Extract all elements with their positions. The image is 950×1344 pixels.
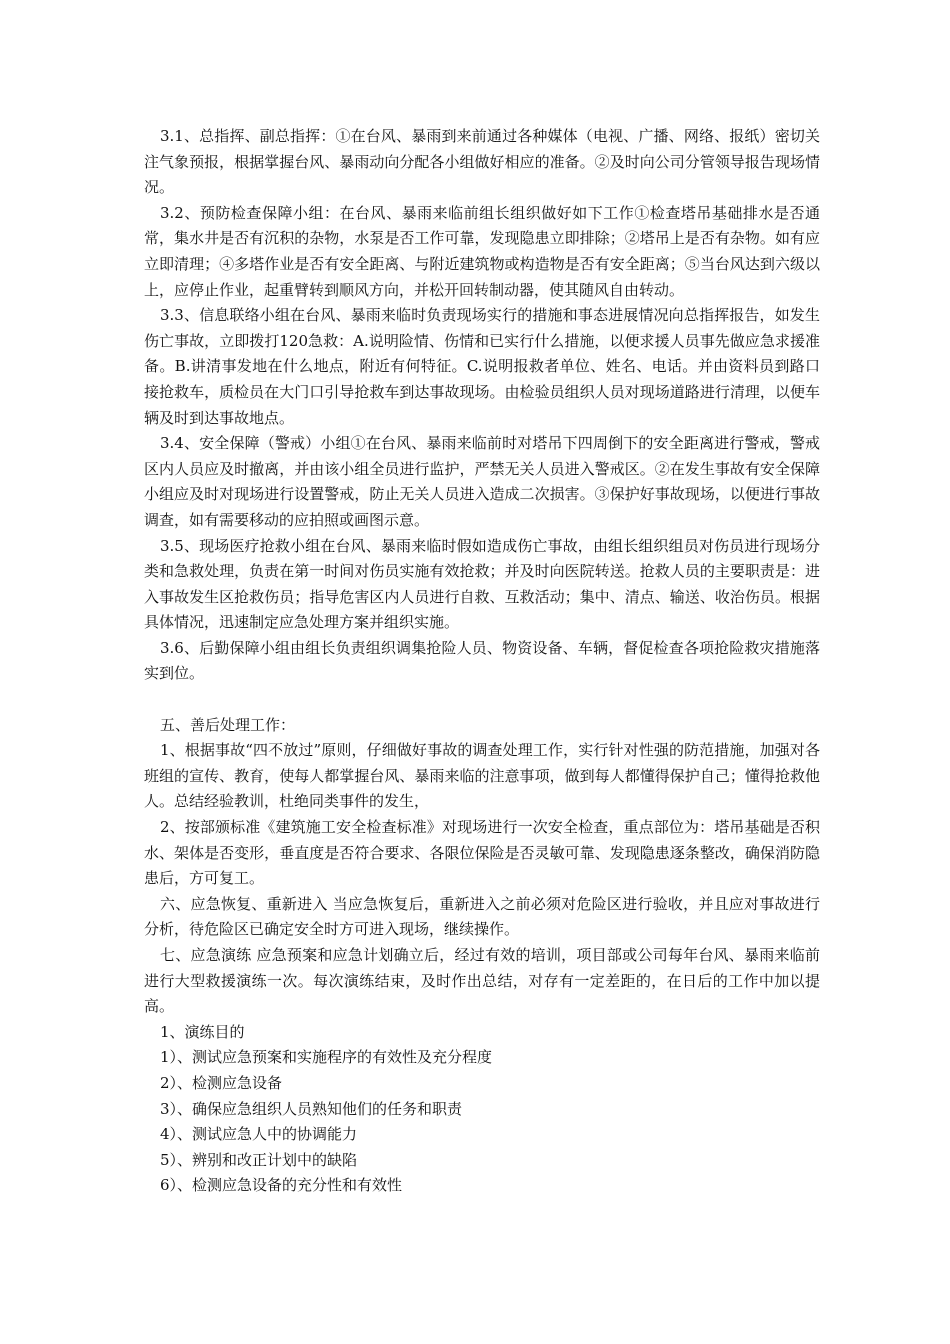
paragraph-3-1: 3.1、总指挥、副总指挥：①在台风、暴雨到来前通过各种媒体（电视、广播、网络、报纸）密切关注气象预报，根据掌握台风、暴雨动向分配各小组做好相应的准备。②及时向公司分管领导报告现场情况。 [144,127,820,197]
list-heading-drill-purpose: 1、演练目的 [160,1022,245,1041]
paragraph-5-2: 2、按部颁标准《建筑施工安全检查标准》对现场进行一次安全检查，重点部位为：塔吊基础是否积水、架体是否变形，垂直度是否符合要求、各限位保险是否灵敏可靠、发现隐患逐条整改，确保消防隐患后，方可复工。 [144,818,820,888]
paragraph-3-4: 3.4、安全保障（警戒）小组①在台风、暴雨来临前时对塔吊下四周倒下的安全距离进行警戒，警戒区内人员应及时撤离，并由该小组全员进行监护，严禁无关人员进入警戒区。②在发生事故有安全保障小组应及时对现场进行设置警戒，防止无关人员进入造成二次损害。③保护好事故现场，以便进行事故调查，如有需要移动的应拍照或画图示意。 [144,434,820,529]
list-item-2: 2）、检测应急设备 [160,1073,283,1092]
section-7: 七、应急演练 应急预案和应急计划确立后，经过有效的培训，项目部或公司每年台风、暴雨来临前进行大型救援演练一次。每次演练结束，及时作出总结，对存有一定差距的，在日后的工作中加以提高。 [144,946,820,1016]
section-6: 六、应急恢复、重新进入 当应急恢复后，重新进入之前必须对危险区进行验收，并且应对事故进行分析，待危险区已确定安全时方可进入现场，继续操作。 [144,894,820,939]
list-item-4: 4）、测试应急人中的协调能力 [160,1125,358,1144]
list-item-6: 6）、检测应急设备的充分性和有效性 [160,1176,403,1195]
paragraph-spacer [144,687,820,713]
list-item-1: 1）、测试应急预案和实施程序的有效性及充分程度 [160,1048,493,1067]
paragraph-3-6: 3.6、后勤保障小组由组长负责组织调集抢险人员、物资设备、车辆，督促检查各项抢险救灾措施落实到位。 [144,638,820,683]
section-heading-5: 五、善后处理工作： [160,715,296,734]
paragraph-3-5: 3.5、现场医疗抢救小组在台风、暴雨来临时假如造成伤亡事故，由组长组织组员对伤员进行现场分类和急救处理，负责在第一时间对伤员实施有效抢救；并及时向医院转送。抢救人员的主要职责是：进入事故发生区抢救伤员；指导危害区内人员进行自救、互救活动；集中、清点、输送、收治伤员。根据具体情况，迅速制定应急处理方案并组织实施。 [144,536,820,632]
list-item-3: 3）、确保应急组织人员熟知他们的任务和职责 [160,1099,463,1118]
list-item-5: 5）、辨别和改正计划中的缺陷 [160,1150,358,1169]
document-body [144,124,820,1199]
paragraph-5-1: 1、根据事故“四不放过”原则，仔细做好事故的调查处理工作，实行针对性强的防范措施，加强对各班组的宣传、教育，使每人都掌握台风、暴雨来临的注意事项，做到每人都懂得保护自己；懂得抢救他人。总结经验教训，杜绝同类事件的发生， [144,741,820,811]
paragraph-3-2: 3.2、预防检查保障小组：在台风、暴雨来临前组长组织做好如下工作①检查塔吊基础排水是否通常，集水井是否有沉积的杂物，水泵是否工作可靠，发现隐患立即排除；②塔吊上是否有杂物。如有应立即清理；④多塔作业是否有安全距离、与附近建筑物或构造物是否有安全距离；⑤当台风达到六级以上，应停止作业，起重臂转到顺风方向，并松开回转制动器，使其随风自由转动。 [144,203,820,299]
paragraph-3-3: 3.3、信息联络小组在台风、暴雨来临时负责现场实行的措施和事态进展情况向总指挥报告，如发生伤亡事故，立即拨打120急救：A.说明险情、伤情和已实行什么措施，以便求援人员事先做应急求援准备。B.讲清事发地在什么地点，附近有何特征。C.说明报救者单位、姓名、电话。并由资料员到路口接抢救车，质检员在大门口引导抢救车到达事故现场。由检验员组织人员对现场道路进行清理，以便车辆及时到达事故地点。 [144,306,820,427]
